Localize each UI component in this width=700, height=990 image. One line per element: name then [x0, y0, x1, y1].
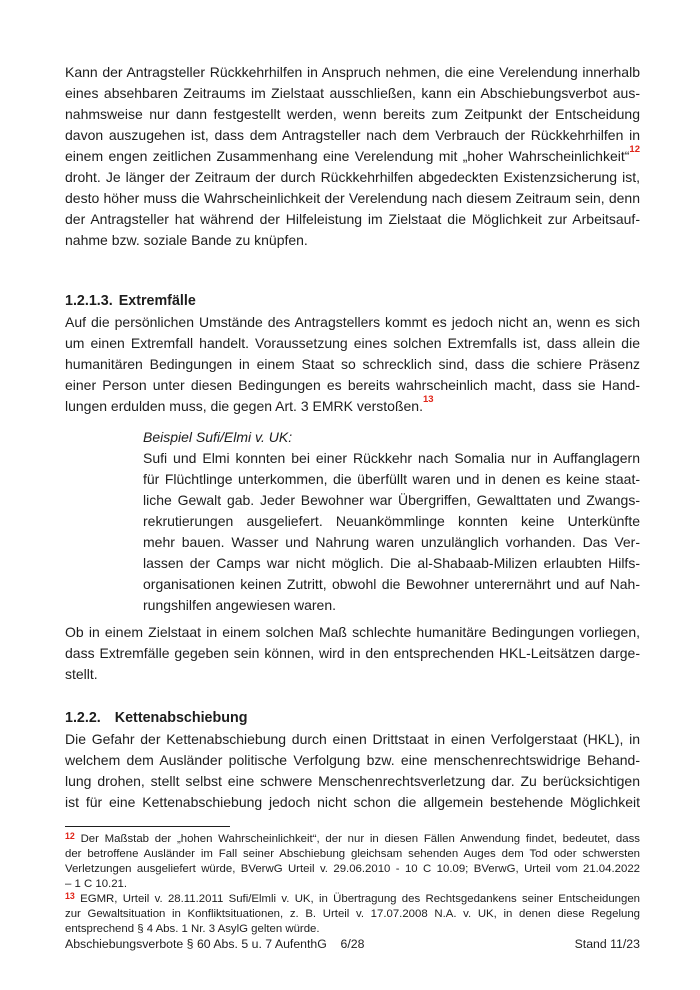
- footnote-line: – 1 C 10.21.: [65, 878, 128, 890]
- text-line: Sufi und Elmi konnten bei einer Rückkehr nach Somalia nur in Auffanglagern: [143, 450, 640, 466]
- text-segment: lungen erdulden muss, die gegen Art. 3 EMRK verstoßen.: [65, 398, 423, 414]
- footnote-line: Verletzungen ausgeliefert würde, BVerwG Urteil v. 29.06.2010 - 10 C 10.09; BVerwG, Urteil vom 21.04.2022: [65, 863, 640, 875]
- text-line: organisationen keinen Zutritt, obwohl die Bewohner unterernährt und auf Nah-: [143, 576, 640, 592]
- section-number: 1.2.1.3.: [65, 293, 113, 309]
- text-line: [65, 146, 640, 167]
- text-segment: einem engen zeitlichen Zusammenhang eine Verelendung mit „hoher Wahrscheinlichkeit“: [65, 148, 630, 164]
- footer-version-date: Stand 11/23: [574, 937, 640, 951]
- footnote-line: [65, 892, 640, 907]
- text-line: desto höher muss die Wahrscheinlichkeit der Verelendung nach diesem Zeitraum sein, denn: [65, 190, 640, 206]
- section-heading-kettenabschiebung: [65, 708, 640, 729]
- text-line: einer Person unter diesen Bedingungen es bereits wahrscheinlich macht, dass sie Hand-: [65, 377, 640, 393]
- text-line: [65, 396, 640, 417]
- paragraph-extremfall: [65, 312, 640, 417]
- text-line: Kann der Antragsteller Rückkehrhilfen in Anspruch nehmen, die eine Verelendung innerhalb: [65, 64, 640, 80]
- text-line: droht. Je länger der Zeitraum der durch Rückkehrhilfen abgedeckten Existenzsicherung ist,: [65, 169, 640, 185]
- example-title: Beispiel Sufi/Elmi v. UK:: [143, 429, 293, 445]
- section-number: 1.2.2.: [65, 710, 101, 726]
- footer-document-title: Abschiebungsverbote § 60 Abs. 5 u. 7 AufenthG: [65, 937, 327, 951]
- text-line: rekrutierungen ausgeliefert. Neuankömmlinge konnten keine Unterkünfte: [143, 513, 640, 529]
- footnote-ref-12: 12: [629, 144, 640, 155]
- text-line: welchem dem Ausländer politische Verfolgung bzw. eine menschenrechtswidrige Behand-: [65, 752, 640, 768]
- footer-page-number: 6/28: [340, 937, 365, 951]
- text-line: stellt.: [65, 666, 98, 682]
- text-line: lassen der Camps war nicht möglich. Die al-Shabaab-Milizen erlaubten Hilfs-: [143, 555, 640, 571]
- text-line: der Antragsteller hat während der Hilfeleistung im Zielstaat die Möglichkeit zur Arbeitsauf-: [65, 211, 640, 227]
- page-content: [65, 62, 640, 937]
- section-title: Extremfälle: [118, 293, 196, 309]
- text-line: eines absehbaren Zeitraums im Zielstaat ausschließen, kann ein Abschiebungsverbot aus-: [65, 85, 640, 101]
- text-line: Ob in einem Zielstaat in einem solchen Maß schlechte humanitäre Bedingungen vorliegen,: [65, 624, 640, 640]
- text-segment: Der Maßstab der „hohen Wahrscheinlichkeit“, der nur in diesen Fällen Anwendung findet, bedeutet, dass: [80, 833, 640, 845]
- page-footer: [65, 937, 640, 952]
- section-heading-extremfaelle: [65, 291, 640, 312]
- text-line: nahme bzw. soziale Bande zu knüpfen.: [65, 232, 308, 248]
- text-line: für Flüchtlinge unterkommen, die überfüllt waren und in denen es keine staat-: [143, 471, 640, 487]
- footnote-number-12: 12: [65, 831, 75, 841]
- footnote-13: [65, 892, 640, 937]
- paragraph-rueckkehrhilfen: [65, 62, 640, 251]
- text-line: nahmsweise nur dann festgestellt werden, wenn bereits zum Zeitpunkt der Entscheidung: [65, 106, 640, 122]
- footnote-ref-13: 13: [422, 394, 434, 405]
- footnote-line: [65, 832, 640, 847]
- paragraph-kettenabschiebung: [65, 729, 640, 813]
- text-line: mehr bauen. Wasser und Nahrung waren unzulänglich vorhanden. Das Ver-: [143, 534, 640, 550]
- text-line: davon auszugehen ist, dass dem Antragsteller nach dem Verbrauch der Rückkehrhilfen in: [65, 127, 640, 143]
- footnote-line: entsprechend § 4 Abs. 1 Nr. 3 AsylG gelten würde.: [65, 923, 320, 935]
- text-line: dass Extremfälle gegeben sein können, wird in den entsprechenden HKL-Leitsätzen darge-: [65, 645, 640, 661]
- text-line: humanitären Bedingungen in einem Staat so schrecklich sind, dass die schiere Präsenz: [65, 356, 640, 372]
- text-line: lung drohen, stellt selbst eine schwere Menschenrechtsverletzung dar. Zu berücksichtigen: [65, 773, 640, 789]
- text-line: rungshilfen angewiesen waren.: [143, 597, 337, 613]
- text-line: Auf die persönlichen Umstände des Antragstellers kommt es jedoch nicht an, wenn es sich: [65, 314, 640, 330]
- footnote-line: zur Gewaltsituation in Konfliktsituationen, z. B. Urteil v. 17.07.2008 N.A. v. UK, in denen diese Regelung: [65, 908, 640, 920]
- text-line: ist für eine Kettenabschiebung jedoch nicht schon die allgemein bestehende Möglichkeit: [65, 794, 640, 810]
- text-segment: EGMR, Urteil v. 28.11.2011 Sufi/Elmli v. UK, in Übertragung des Rechtsgedankens seiner Entscheidungen: [80, 893, 640, 905]
- text-line: um einen Extremfall handelt. Voraussetzung eines solchen Extremfalls ist, dass allein die: [65, 335, 640, 351]
- paragraph-hkl-leitsaetze: [65, 622, 640, 685]
- section-title: Kettenabschiebung: [114, 710, 248, 726]
- text-line: Die Gefahr der Kettenabschiebung durch einen Drittstaat in einen Verfolgerstaat (HKL), in: [65, 731, 640, 747]
- footnote-number-13: 13: [65, 891, 75, 901]
- text-line: liche Gewalt gab. Jeder Bewohner war Übergriffen, Gewalttaten und Zwangs-: [143, 492, 640, 508]
- footnote-line: der betroffene Ausländer im Fall seiner Abschiebung gleichsam sehenden Auges dem Tod oder schwersten: [65, 848, 640, 860]
- footnote-12: [65, 832, 640, 892]
- example-block-sufi-elmi: [143, 427, 640, 616]
- footnote-separator: [65, 826, 230, 827]
